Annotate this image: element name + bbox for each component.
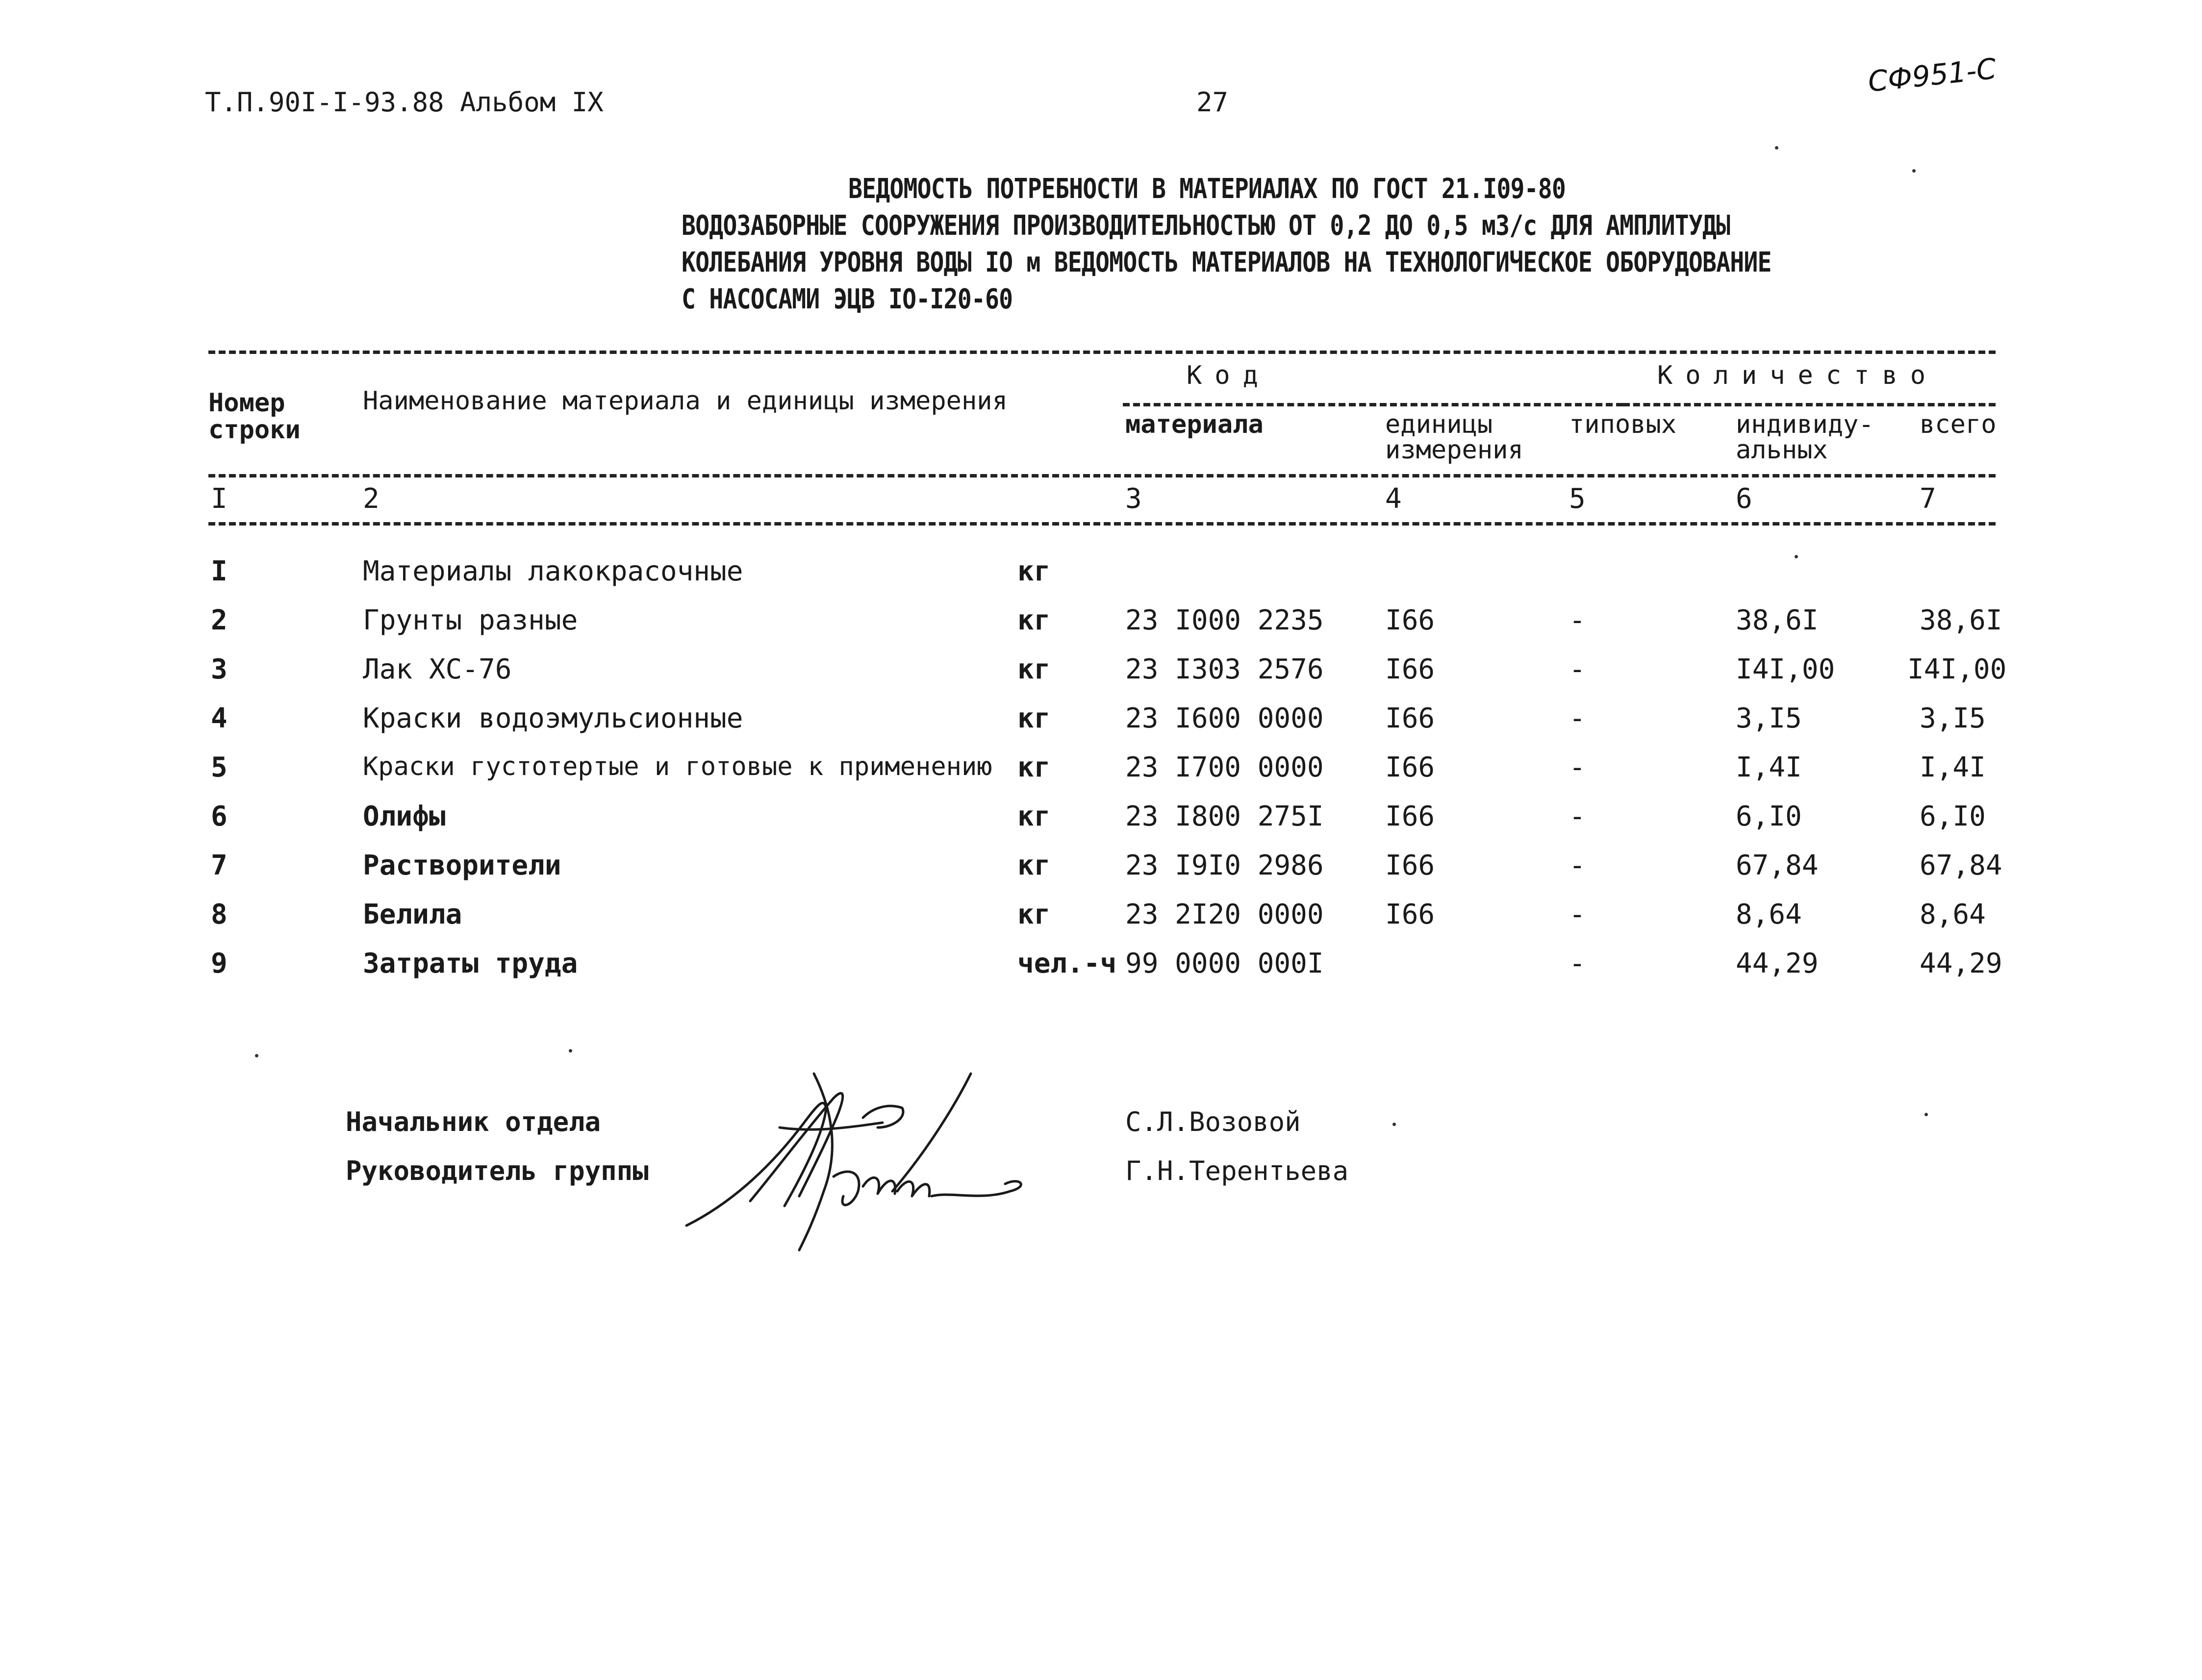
- scan-speck: [1775, 146, 1778, 150]
- material-name: Растворители: [363, 850, 561, 881]
- qty-individual: 44,29: [1736, 948, 1819, 979]
- row-number: 3: [211, 653, 228, 685]
- material-code: 23 I600 0000: [1125, 702, 1324, 734]
- material-code: 23 I000 2235: [1125, 604, 1324, 636]
- title-line-1: ВЕДОМОСТЬ ПОТРЕБНОСТИ В МАТЕРИАЛАХ ПО ГОСТ 21.I09-80: [848, 173, 1566, 205]
- qty-individual: 6,I0: [1736, 801, 1802, 832]
- material-name: Белила: [363, 899, 462, 930]
- qty-individual: 3,I5: [1736, 702, 1802, 734]
- header-qty-typical: типовых: [1569, 410, 1677, 439]
- qty-total: 3,I5: [1920, 702, 1986, 734]
- handwritten-signature: [677, 1054, 1069, 1260]
- header-qty-individual: индивиду- альных: [1736, 410, 1874, 465]
- row-number: 5: [211, 752, 228, 783]
- column-number-7: 7: [1920, 483, 1936, 515]
- column-numbers-rule: [208, 522, 1996, 526]
- row-number: 8: [211, 899, 228, 930]
- scan-speck: [1795, 555, 1798, 558]
- unit: кг: [1017, 899, 1051, 930]
- header-code-unit: единицы измерения: [1385, 410, 1523, 465]
- unit: кг: [1017, 801, 1051, 832]
- header-bottom-rule: [208, 474, 1996, 477]
- unit-code: I66: [1385, 850, 1435, 881]
- signatory-name-2: Г.Н.Терентьева: [1125, 1155, 1349, 1186]
- header-row-number: Номер строки: [208, 388, 301, 445]
- qty-typical: -: [1569, 604, 1586, 636]
- material-code: 23 I9I0 2986: [1125, 850, 1324, 881]
- unit: кг: [1017, 555, 1051, 587]
- title-line-2: ВОДОЗАБОРНЫЕ СООРУЖЕНИЯ ПРОИЗВОДИТЕЛЬНОСТЬЮ ОТ 0,2 ДО 0,5 м3/с ДЛЯ АМПЛИТУДЫ: [682, 210, 1730, 242]
- column-number-4: 4: [1385, 483, 1402, 515]
- material-code: 23 2I20 0000: [1125, 899, 1324, 930]
- qty-total: 8,64: [1920, 899, 1986, 930]
- row-number: 9: [211, 948, 228, 979]
- unit: кг: [1017, 752, 1051, 783]
- unit-code: I66: [1385, 801, 1435, 832]
- material-name: Лак ХС-76: [363, 653, 512, 685]
- signatory-name-1: С.Л.Возовой: [1125, 1106, 1301, 1137]
- title-line-4: С НАСОСАМИ ЭЦВ IO-I20-60: [682, 283, 1013, 315]
- header-code-material: материала: [1125, 410, 1264, 439]
- column-number-6: 6: [1736, 483, 1752, 515]
- material-name: Материалы лакокрасочные: [363, 555, 743, 587]
- qty-total: 67,84: [1920, 850, 2002, 881]
- header-material-name: Наименование материала и единицы измерения: [363, 386, 1008, 416]
- role-department-head: Начальник отдела: [346, 1106, 601, 1137]
- header-qty-total: всего: [1920, 410, 1997, 439]
- document-reference: Т.П.90I-I-93.88 Альбом IX: [205, 87, 604, 118]
- page-number: 27: [1196, 87, 1229, 118]
- material-name: Грунты разные: [363, 604, 578, 636]
- material-name: Затраты труда: [363, 948, 578, 979]
- handwritten-archive-code: СФ951-С: [1866, 51, 1998, 99]
- row-number: 2: [211, 604, 228, 636]
- qty-typical: -: [1569, 801, 1586, 832]
- unit: кг: [1017, 604, 1051, 636]
- row-number: I: [211, 555, 228, 587]
- unit: кг: [1017, 702, 1051, 734]
- quantity-group-rule: [1623, 403, 1996, 406]
- qty-total: 38,6I: [1920, 604, 2002, 636]
- row-number: 7: [211, 850, 228, 881]
- unit-code: I66: [1385, 702, 1435, 734]
- material-name: Краски водоэмульсионные: [363, 702, 743, 734]
- material-name: Олифы: [363, 801, 446, 832]
- header-code-group: Код: [1187, 361, 1271, 390]
- qty-individual: I4I,00: [1736, 653, 1835, 685]
- row-number: 4: [211, 702, 228, 734]
- header-quantity-group: Количество: [1657, 361, 1939, 390]
- table-top-rule: [208, 351, 1996, 354]
- scan-speck: [1924, 1113, 1928, 1116]
- material-name: Краски густотертые и готовые к применению: [363, 752, 992, 781]
- column-number-3: 3: [1125, 483, 1142, 515]
- unit-code: I66: [1385, 752, 1435, 783]
- unit-code: I66: [1385, 653, 1435, 685]
- qty-typical: -: [1569, 850, 1586, 881]
- unit-code: I66: [1385, 604, 1435, 636]
- title-line-3: КОЛЕБАНИЯ УРОВНЯ ВОДЫ IO м ВЕДОМОСТЬ МАТЕРИАЛОВ НА ТЕХНОЛОГИЧЕСКОЕ ОБОРУДОВАНИЕ: [682, 247, 1772, 278]
- qty-typical: -: [1569, 899, 1586, 930]
- qty-individual: 38,6I: [1736, 604, 1819, 636]
- scan-speck: [569, 1049, 572, 1053]
- material-code: 23 I700 0000: [1125, 752, 1324, 783]
- qty-individual: 67,84: [1736, 850, 1819, 881]
- scan-speck: [1912, 169, 1916, 173]
- code-group-rule: [1123, 403, 1623, 406]
- qty-typical: -: [1569, 653, 1586, 685]
- qty-individual: I,4I: [1736, 752, 1802, 783]
- qty-typical: -: [1569, 752, 1586, 783]
- column-number-5: 5: [1569, 483, 1586, 515]
- unit: кг: [1017, 850, 1051, 881]
- scan-speck: [1392, 1123, 1396, 1126]
- scan-speck: [255, 1054, 258, 1057]
- unit: чел.-ч: [1017, 948, 1117, 979]
- qty-total: I4I,00: [1907, 653, 2007, 685]
- qty-total: 6,I0: [1920, 801, 1986, 832]
- material-code: 23 I800 275I: [1125, 801, 1324, 832]
- column-number-1: I: [211, 483, 228, 515]
- qty-individual: 8,64: [1736, 899, 1802, 930]
- material-code: 99 0000 000I: [1125, 948, 1324, 979]
- qty-total: 44,29: [1920, 948, 2002, 979]
- qty-typical: -: [1569, 948, 1586, 979]
- qty-typical: -: [1569, 702, 1586, 734]
- column-number-2: 2: [363, 483, 380, 515]
- unit: кг: [1017, 653, 1051, 685]
- unit-code: I66: [1385, 899, 1435, 930]
- material-code: 23 I303 2576: [1125, 653, 1324, 685]
- row-number: 6: [211, 801, 228, 832]
- role-group-leader: Руководитель группы: [346, 1155, 649, 1186]
- qty-total: I,4I: [1920, 752, 1986, 783]
